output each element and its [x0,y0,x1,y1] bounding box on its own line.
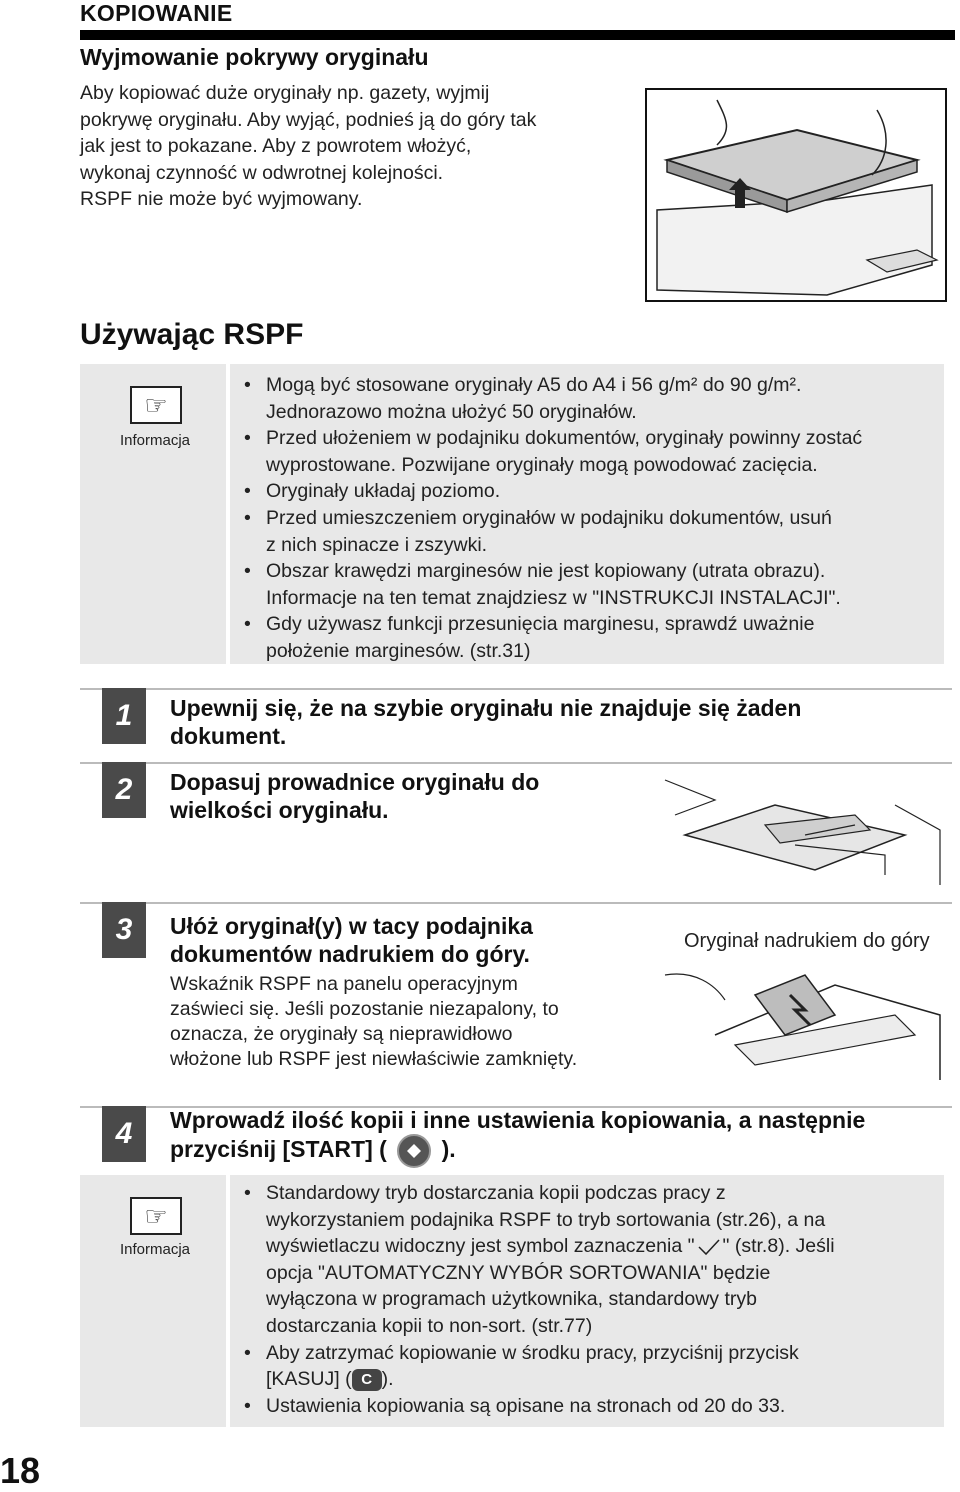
cover-line: Aby kopiować duże oryginały np. gazety, wyjmij [80,82,490,104]
document-guides-illustration [655,775,950,887]
step-line: Dopasuj prowadnice oryginału do [170,769,540,795]
info-panel-1-side [80,364,226,664]
bullet-line: z nich spinacze i zszywki. [266,533,488,556]
clear-button-icon: C [352,1369,382,1391]
cover-line: jak jest to pokazane. Aby z powrotem włożyć, [80,135,472,157]
bullet-line: wykorzystaniem podajnika RSPF to tryb sortowania (str.26), a na [266,1208,826,1231]
step-3-subtext [170,972,650,1072]
info-1-bullet [238,425,938,478]
bullet-line: • Przed ułożeniem w podajniku dokumentów, oryginały powinny zostać [266,427,863,450]
info-label: Informacja [120,1241,191,1258]
step-line: Upewnij się, że na szybie oryginału nie znajduje się żaden [170,695,802,721]
info-2-bullet [238,1180,938,1340]
step-sub-line: Wskaźnik RSPF na panelu operacyjnym [170,973,518,995]
bullet-line: • Mogą być stosowane oryginały A5 do A4 i 56 g/m² do 90 g/m². [266,374,802,396]
step-number-3: 3 [102,902,146,958]
cover-section-heading: Wyjmowanie pokrywy oryginału [80,44,429,70]
info-1-bullet [238,558,938,611]
step-line [170,1134,950,1168]
info-1-list [238,372,938,665]
bullet-line-part: ). [381,1368,394,1391]
bullet-line: • Ustawienia kopiowania są opisane na stronach od 20 do 33. [266,1394,786,1417]
step-number-2: 2 [102,762,146,818]
bullet-line-part: [KASUJ] ( [266,1368,352,1391]
bullet-line: opcja "AUTOMATYCZNY WYBÓR SORTOWANIA" będzie [266,1261,771,1284]
step-line-part: ). [441,1136,456,1163]
step-number-1: 1 [102,688,146,744]
step-sub-line: oznacza, że oryginały są nieprawidłowo [170,1023,513,1045]
step-sub-line: włożone lub RSPF jest niewłaściwie zamknięty. [170,1048,578,1070]
start-button-icon [397,1134,431,1168]
step-line: Wprowadź ilość kopii i inne ustawienia kopiowania, a następnie [170,1107,866,1133]
cover-line: pokrywę oryginału. Aby wyjąć, podnieś ją do góry tak [80,108,537,131]
cover-line: RSPF nie może być wyjmowany. [80,188,363,210]
pointing-hand-icon: ☞ [130,1197,182,1235]
step-4-text [170,1106,950,1168]
info-2-bullet [238,1393,938,1420]
cover-line: wykonaj czynność w odwrotnej kolejności. [80,161,444,184]
pointing-hand-icon: ☞ [130,386,182,424]
step-sub-line: zaświeci się. Jeśli pozostanie niezapalony, to [170,998,559,1020]
bullet-line [266,1233,938,1260]
bullet-line-part: wyświetlaczu widoczny jest symbol zaznaczenia " [266,1235,695,1258]
step-1-text [170,694,930,750]
bullet-line: położenie marginesów. (str.31) [266,639,531,662]
header-rule [80,30,955,40]
bullet-line: wyłączona w programach użytkownika, standardowy tryb [266,1288,757,1311]
rspf-section-heading [80,318,303,352]
bullet-line: • Gdy używasz funkcji przesunięcia marginesu, sprawdź uważnie [266,613,815,636]
info-label: Informacja [120,432,191,449]
figure-caption: Oryginał nadrukiem do góry [684,930,930,952]
step-line: wielkości oryginału. [170,797,389,823]
info-1-bullet [238,478,938,505]
bullet-line [266,1366,938,1393]
info-panel-1 [230,364,944,664]
bullet-line: dostarczania kopii to non-sort. (str.77) [266,1314,593,1337]
info-1-bullet [238,372,938,425]
info-2-bullet [238,1340,938,1393]
step-line: Ułóż oryginał(y) w tacy podajnika [170,913,533,939]
chapter-title: KOPIOWANIE [80,0,233,26]
page-number: 18 [0,1450,41,1491]
bullet-line: • Obszar krawędzi marginesów nie jest kopiowany (utrata obrazu). [266,560,826,583]
step-divider [80,902,952,904]
info-1-bullet [238,505,938,558]
step-line: dokumentów nadrukiem do góry. [170,941,530,967]
cover-section-text [80,80,640,213]
rspf-heading-text: Używając RSPF [80,318,304,351]
step-divider [80,688,952,690]
info-panel-2 [230,1175,944,1427]
step-line-part: przyciśnij [START] ( [170,1136,387,1163]
bullet-line: • Oryginały układaj poziomo. [266,480,501,503]
bullet-line: wyprostowane. Pozwijane oryginały mogą powodować zacięcia. [266,453,818,476]
checkmark-icon [695,1237,723,1257]
step-divider [80,762,952,764]
info-1-bullet [238,611,938,664]
info-2-list [238,1180,938,1419]
step-line: dokument. [170,723,287,749]
document-feeder-illustration [655,955,950,1085]
bullet-line: • Przed umieszczeniem oryginałów w podajniku dokumentów, usuń [266,506,832,529]
step-number-4: 4 [102,1106,146,1162]
copier-cover-illustration [645,88,947,302]
bullet-line: Jednorazowo można ułożyć 50 oryginałów. [266,400,637,423]
bullet-line: • Aby zatrzymać kopiowanie w środku pracy, przyciśnij przycisk [266,1341,799,1364]
info-panel-2-side [80,1175,226,1427]
bullet-line: • Standardowy tryb dostarczania kopii podczas pracy z [266,1182,726,1204]
bullet-line: Informacje na ten temat znajdziesz w "INSTRUKCJI INSTALACJI". [266,586,841,609]
step-3-text [170,912,640,968]
step-2-text [170,768,630,824]
bullet-line-part: " (str.8). Jeśli [722,1235,835,1258]
